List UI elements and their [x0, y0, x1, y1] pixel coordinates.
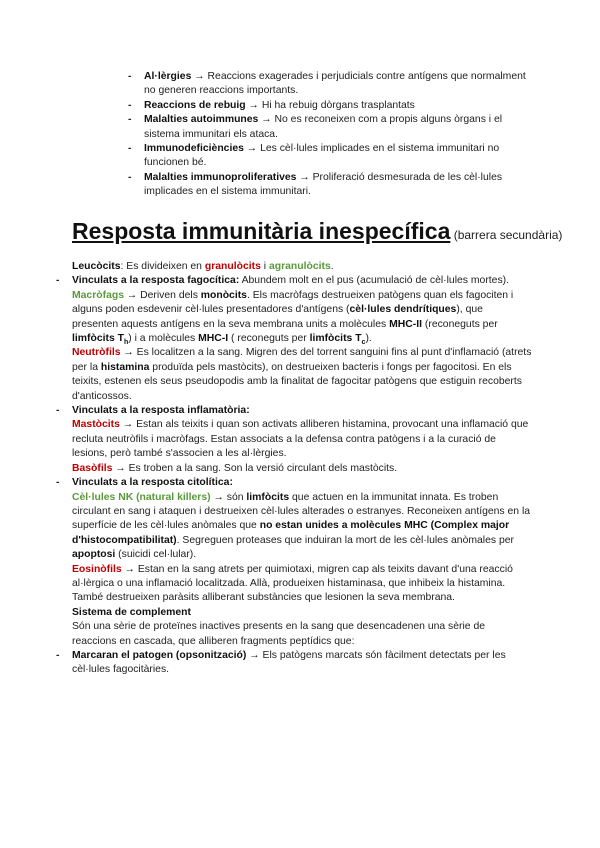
list-item: - Malalties immunoproliferatives → Proliferació desmesurada de les cèl·lules implicades en el sistema immunitari. [128, 171, 503, 198]
list-item: - Al·lèrgies → Reaccions exagerades i perjudicials contre antígens que normalment no generen reaccions importants. [128, 71, 526, 97]
section-body [56, 260, 532, 678]
list-item: - Malalties autoimmunes → No es reconeixen com a propis alguns òrgans i el sistema immunitari els ataca. [128, 114, 503, 140]
complement-list [56, 649, 532, 678]
list-item: - Marcaran el patogen (opsonització) → Els patògens marcats són fàcilment detectats per les cèl·lules fagocitàries. [56, 649, 506, 676]
list-item: - Immunodeficiències → Les cèl·lules implicades en el sistema immunitari no funcionen bé. [128, 143, 500, 169]
list-item-inflammatory: - Vinculats a la resposta inflamatòria: Mastòcits → Estan als teixits i quan son activats alliberen histamina, provocant una inflamació que recluta neutròfils i macròfags. Estan associats a la defensa contra patògens i a la curació de lesions, però també s'associen a les al·lèrgies. Basòfils → Es troben a la sang. Son la versió circulant dels mastòcits. [56, 405, 529, 474]
section-title: Resposta immunitària inespecífica (barrera secundària) [72, 218, 563, 244]
list-item: - Reaccions de rebuig → Hi ha rebuig dòrgans trasplantats [128, 99, 415, 111]
leucocits-intro: Leucòcits: Es divideixen en granulòcits i agranulòcits. [72, 261, 334, 272]
complement-heading: Sistema de complement [72, 606, 191, 618]
disorders-list [128, 70, 534, 200]
list-item-phagocytic: - Vinculats a la resposta fagocítica: Abundem molt en el pus (acumulació de cèl·lules mortes). Macròfags → Deriven dels monòcits. Els macròfags destrueixen patògens quan els fagociten i alguns poden esdevenir cèl·lules presentadores d'antígens (cèl·lules dendrítiques), que presenten aquests antígens en la seva membrana units a molècules MHC-II (reconeguts per limfòcits $T_h$) i a molècules MHC-I ( reconeguts per limfòcits $T_c$). Neutròfils → Es localitzen a la sang. Migren des del torrent sanguini fins al punt d'inflamació (atrets per la histamina produïda pels mastòcits), on destrueixen bacteris i fongs per fagocitosi. En els teixits, estenen els seus pseudopodis amb la finalitat de fagocitar patògens que estiguin recoberts d'anticossos. [56, 275, 532, 402]
complement-text: Són una sèrie de proteïnes inactives presents en la sang que desencadenen una sèrie de reaccions en cascada, que alliberen fragments peptídics que: [72, 621, 486, 647]
list-item-cytolytic: - Vinculats a la resposta citolítica: Cèl·lules NK (natural killers) → són limfòcits que actuen en la immunitat innata. Es troben circulant en sang i ataquen i destrueixen cèl·lules alterades o estranyes. Reconeixen antígens en la superfície de les cèl·lules anòmales que no estan unides a molècules MHC (Complex major d'histocompatibilitat). Segreguen proteases que induiran la mort de les cèl·lules anòmales per apoptosi (suicidi cel·lular). Eosinòfils → Estan en la sang atrets per quimiotaxi, migren cap als teixits davant d'una reacció al·lèrgica o una inflamació localitzada. Allà, produeixen histaminasa, que inhibeix la histamina. També destrueixen paràsits alliberant substàncies que lesionen la seva membrana. [56, 477, 531, 604]
leucocit-groups [56, 274, 532, 605]
